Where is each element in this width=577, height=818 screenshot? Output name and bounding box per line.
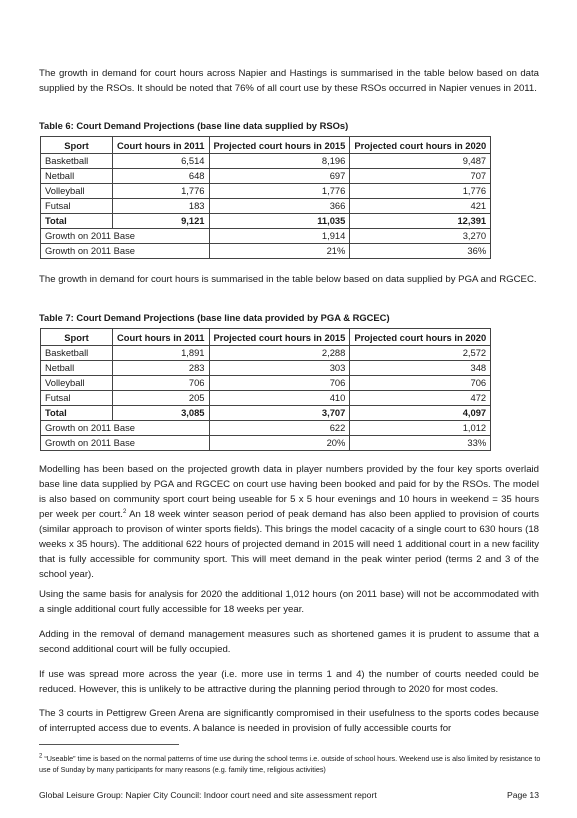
intro-paragraph-rso: The growth in demand for court hours across Napier and Hastings is summarised in the table below based on data supplied by the RSOs. It should be noted that 76% of all court use by these RSOs occurred in Napier venues in 2011. [39,68,539,94]
table-cell: 9,121 [113,214,210,229]
table-cell: 697 [209,169,350,184]
footer-report-title: Global Leisure Group: Napier City Council: Indoor court need and site assessment report [39,790,377,800]
table-row [41,199,491,214]
table7-header-row [41,329,491,346]
table-cell: 2,572 [350,346,491,361]
table-cell: 1,891 [113,346,210,361]
table-cell: 410 [209,391,350,406]
footnote [39,753,544,775]
table-cell: 421 [350,199,491,214]
table-row [41,169,491,184]
table-cell: 21% [209,244,350,259]
table-cell: 303 [209,361,350,376]
table7-growth-percent-row [41,436,491,451]
table-cell: 3,270 [350,229,491,244]
table-cell: 348 [350,361,491,376]
table-row [41,361,491,376]
table-cell: Growth on 2011 Base [41,421,210,436]
table-cell: 707 [350,169,491,184]
table-cell: 1,776 [209,184,350,199]
paragraph-2020-analysis: Using the same basis for analysis for 2020 the additional 1,012 hours (on 2011 base) will not be accommodated with a single additional court fully accessible for 18 weeks per year. [39,589,539,615]
table6-header-2015: Projected court hours in 2015 [209,137,350,154]
table-cell: 1,914 [209,229,350,244]
table7-court-demand-pga [40,328,491,451]
page-number: Page 13 [506,790,539,800]
table-cell: 2,288 [209,346,350,361]
table-cell: 283 [113,361,210,376]
table7-caption: Table 7: Court Demand Projections (base line data provided by PGA & RGCEC) [39,312,390,323]
table-cell: 706 [209,376,350,391]
table6-court-demand-rso [40,136,491,259]
table-cell: 3,085 [113,406,210,421]
table-cell: Futsal [41,199,113,214]
intro-paragraph-pga: The growth in demand for court hours is summarised in the table below based on data supplied by PGA and RGCEC. [39,274,537,285]
table6-caption: Table 6: Court Demand Projections (base line data supplied by RSOs) [39,120,349,131]
table-cell: 33% [350,436,491,451]
table6-header-sport: Sport [41,137,113,154]
table-cell: Basketball [41,346,113,361]
table-cell: Growth on 2011 Base [41,229,210,244]
table7-header-2011: Court hours in 2011 [113,329,210,346]
table-cell: Total [41,406,113,421]
table-cell: 3,707 [209,406,350,421]
table-cell: Growth on 2011 Base [41,244,210,259]
footnote-reference: 2 [122,508,127,515]
table-cell: 6,514 [113,154,210,169]
table-row [41,376,491,391]
table-cell: Growth on 2011 Base [41,436,210,451]
table-cell: Futsal [41,391,113,406]
paragraph-pettigrew-arena: The 3 courts in Pettigrew Green Arena are significantly compromised in their usefulness to the sports codes because of interrupted access due to events. A balance is needed in provision of fully accessible courts for [39,708,539,734]
footnote-mark: 2 [39,753,43,760]
table-cell: 4,097 [350,406,491,421]
footnote-text: “Useable” time is based on the normal patterns of time use during the school terms i.e. outside of school hours. Weekend use is also limited by resistance to use of Sunday by many participants for many reasons (e.g. family time, religious activities) [39,754,541,774]
table-cell: 648 [113,169,210,184]
table-row [41,184,491,199]
modelling-text-part1: Modelling has been based on the projected growth data in player numbers provided by the four key sports overlaid base line data supplied by PGA and RGCEC on court use having been booked and paid for by the RSOs. The model is also based on community sport court being useable for 5 x 5 hour evenings and 10 hours in weekend = 35 hours per week per court. [39,464,539,520]
table-cell: Volleyball [41,184,113,199]
paragraph-spread-use: If use was spread more across the year (i.e. more use in terms 1 and 4) the number of courts needed could be reduced. However, this is unlikely to be attractive during the planning period through to 2020 for most codes. [39,669,539,695]
table-cell: 12,391 [350,214,491,229]
footnote-divider [39,744,179,745]
table-row [41,391,491,406]
table-cell: Basketball [41,154,113,169]
table-cell: 706 [113,376,210,391]
table7-total-row [41,406,491,421]
table-cell: 1,776 [350,184,491,199]
table-cell: Volleyball [41,376,113,391]
table6-header-row [41,137,491,154]
modelling-text-part2: An 18 week winter season period of peak demand has also been applied to provision of courts (similar approach to provison of winter sports fields). This brings the model cacacity of a single court to 630 hours (18 weeks x 35 hours). The additional 622 hours of projected demand in 2015 will need 1 additional court in a new facility that is fully accessible for community sport. This will meet demand in the peak winter period (terms 2 and 3 of the school year). [39,509,539,580]
table7-header-2015: Projected court hours in 2015 [209,329,350,346]
table7-header-2020: Projected court hours in 2020 [350,329,491,346]
paragraph-demand-management: Adding in the removal of demand management measures such as shortened games it is prudent to assume that a second additional court will be fully occupied. [39,629,539,655]
table-cell: 1,776 [113,184,210,199]
table-cell: Netball [41,169,113,184]
table-cell: 20% [209,436,350,451]
table-cell: Netball [41,361,113,376]
table-row [41,346,491,361]
table6-growth-hours-row [41,229,491,244]
table-cell: 622 [209,421,350,436]
table-row [41,154,491,169]
table-cell: 205 [113,391,210,406]
page-footer [39,790,539,800]
table6-total-row [41,214,491,229]
table-cell: 183 [113,199,210,214]
table-cell: 8,196 [209,154,350,169]
table-cell: 366 [209,199,350,214]
table-cell: 9,487 [350,154,491,169]
table6-header-2020: Projected court hours in 2020 [350,137,491,154]
table-cell: 11,035 [209,214,350,229]
table6-growth-percent-row [41,244,491,259]
modelling-paragraph [39,462,539,582]
table7-header-sport: Sport [41,329,113,346]
table-cell: 36% [350,244,491,259]
table-cell: 706 [350,376,491,391]
table7-growth-hours-row [41,421,491,436]
table6-header-2011: Court hours in 2011 [113,137,210,154]
table-cell: 1,012 [350,421,491,436]
table-cell: 472 [350,391,491,406]
table-cell: Total [41,214,113,229]
